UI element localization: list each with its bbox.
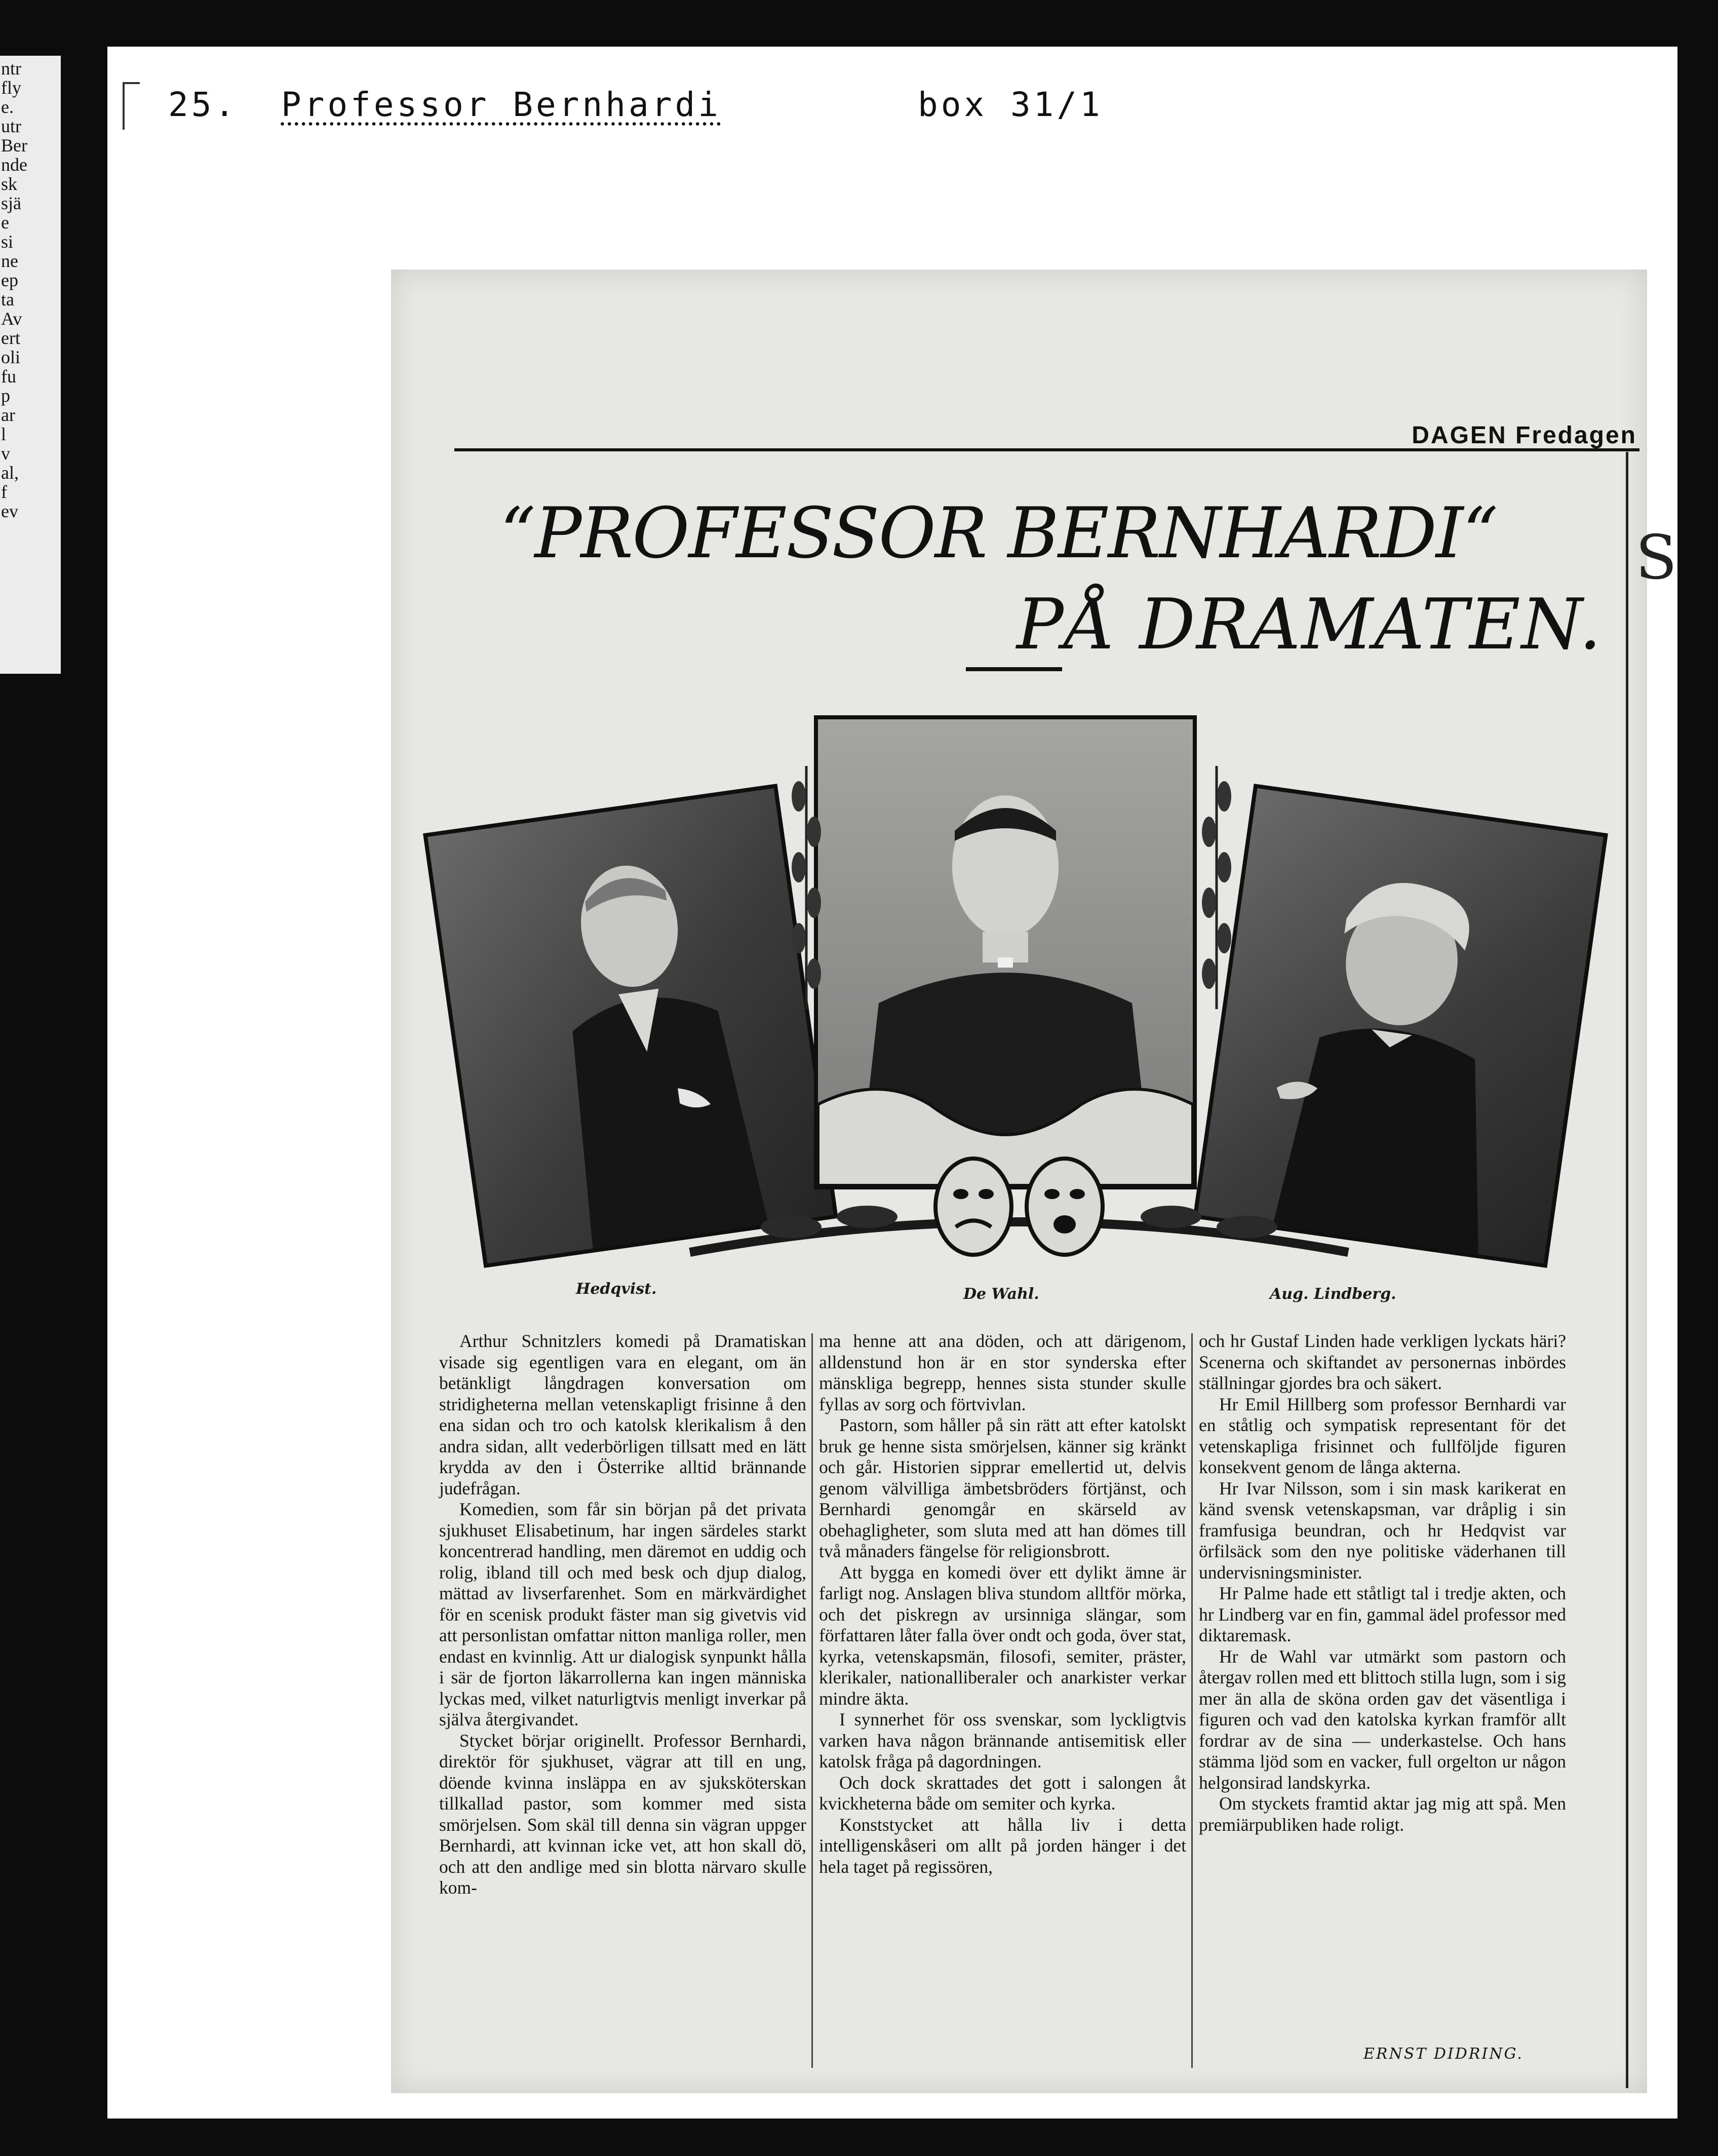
- corner-mark: [123, 82, 140, 130]
- adjacent-page-edge: [0, 56, 61, 674]
- column-divider: [1191, 1333, 1193, 2068]
- adjacent-page-fragment: Ber: [1, 135, 27, 156]
- article-paragraph: Hr de Wahl var utmärkt som pastorn och återgav rollen med ett blittoch stilla lugn, som i sig mer än alla de sköna orden gav det väsentliga i figuren och vad den katolska kyrkan framför allt fordrar av de sina — underkastelse. Och hans stämma ljöd som en vacker, full orgelton ur någon helgonsirad landskyrka.: [1199, 1646, 1566, 1793]
- article-paragraph: Hr Ivar Nilsson, som i sin mask karikerat en känd svensk vetenskapsman, var dråplig i sin framfusiga beundran, och hr Hedqvist var örfilsäck som den nye politiske väderhanen till undervisningsminister.: [1199, 1478, 1566, 1583]
- article-paragraph: Stycket börjar originellt. Professor Bernhardi, direktör för sjukhuset, vägrar att till en ung, döende kvinna insläppa en av sjuksköterskan tillkallad pastor, som kommer med sista smörjelsen. Som skäl till denna sin vägran uppger Bernhardi, att kvinnan icke vet, att hon skall dö, och att den andlige med sin blotta närvaro skulle kom-: [439, 1730, 806, 1898]
- portrait-group: [391, 270, 1647, 1283]
- adjacent-page-fragment: e.: [1, 97, 14, 117]
- adjacent-page-fragment: si: [1, 232, 14, 252]
- adjacent-page-fragment: ntr: [1, 58, 21, 79]
- adjacent-page-fragment: fly: [1, 78, 21, 98]
- adjacent-page-fragment: utr: [1, 116, 21, 136]
- article-paragraph: ma henne att ana döden, och att därigenom, alldenstund hon är en stor synderska efter mänskliga begrepp, hennes sista stunder skulle fyllas av sorg och förtvivlan.: [819, 1331, 1186, 1414]
- theatre-masks-icon: [690, 1151, 1348, 1262]
- article-paragraph: Pastorn, som håller på sin rätt att efter katolskt bruk ge henne sista smörjelsen, känner sig kränkt och går. Historien sipprar emellertid ut, delvis genom välvilliga ämbetsbröders förtjänst, och Bernhardi genomgår en skärseld av obehagligheter, som sluta med att han dömes till två månaders fängelse för religionsbrott.: [819, 1415, 1186, 1561]
- adjacent-page-fragment: v: [1, 443, 10, 464]
- adjacent-page-fragment: f: [1, 482, 7, 502]
- article-paragraph: Arthur Schnitzlers komedi på Dramatiskan visade sig egentligen vara en elegant, om än betänkligt långdragen konversation om stridigheterna mellan vetenskapligt frisinne å den ena sidan och tro och katolsk klerikalism å den andra sidan, allt vederbörligen tillsatt med en lätt krydda av den i Österrike alltid brännande judefrågan.: [439, 1331, 806, 1498]
- article-column-2: [819, 1331, 1186, 1877]
- headline-line-1: “PROFESSOR BERNHARDI“: [500, 492, 1497, 574]
- laurel-ornament-icon: [784, 766, 829, 1009]
- adjacent-page-fragment: e: [1, 212, 9, 233]
- masthead: DAGEN Fredagen: [1412, 422, 1637, 449]
- article-paragraph: I synnerhet för oss svenskar, som lyckligtvis varken hava någon brännande antisemitisk eller katolsk fråga på dagordningen.: [819, 1709, 1186, 1772]
- archive-title: Professor Bernhardi: [281, 85, 721, 124]
- adjacent-page-fragment: sk: [1, 174, 18, 194]
- article-column-3: [1199, 1331, 1566, 1835]
- adjacent-page-fragment: oli: [1, 347, 21, 367]
- adjacent-page-fragment: nde: [1, 155, 27, 175]
- article-paragraph: Komedien, som får sin början på det privata sjukhuset Elisabetinum, har ingen särdeles starkt koncentrerad handling, men däremot en uddig och rolig, ibland till och med besk och djup dialog, mättad av livserfarenhet. Som en märkvärdighet för en scenisk produkt fäster man sig givetvis vid att personlistan omfattar nitton manliga roller, men endast en kvinnlig. Att ur dialogisk synpunkt hålla i sär de fjorton läkarrollerna kan ingen människa lyckas med, vilket naturligtvis menligt inverkar på själva återgivandet.: [439, 1499, 806, 1729]
- archive-sheet: [107, 47, 1677, 2119]
- byline: ERNST DIDRING.: [1363, 2045, 1524, 2063]
- newspaper-clipping: [391, 270, 1677, 2093]
- caption-hedqvist: Hedqvist.: [576, 1280, 657, 1298]
- archive-box: box 31/1: [918, 85, 1103, 124]
- adjacent-page-fragment: ta: [1, 289, 14, 310]
- adjacent-page-fragment: sjä: [1, 193, 21, 213]
- adjacent-page-fragment: l: [1, 424, 7, 444]
- article-paragraph: Hr Palme hade ett ståtligt tal i tredje akten, och hr Lindberg var en fin, gammal ädel professor med diktaremask.: [1199, 1583, 1566, 1645]
- caption-lindberg: Aug. Lindberg.: [1270, 1285, 1396, 1303]
- article-paragraph: Konststycket att hålla liv i detta intelligenskåseri om allt på jorden hänger i det hela taget på regissören,: [819, 1814, 1186, 1877]
- article-paragraph: Om styckets framtid aktar jag mig att spå. Men premiärpubliken hade roligt.: [1199, 1793, 1566, 1835]
- adjacent-page-fragment: Av: [1, 309, 22, 329]
- headline-line-2: PÅ DRAMATEN.: [1017, 584, 1603, 665]
- adjacent-page-fragment: al,: [1, 463, 19, 483]
- caption-de-wahl: De Wahl.: [963, 1285, 1039, 1303]
- column-divider: [811, 1333, 813, 2068]
- article-paragraph: Att bygga en komedi över ett dylikt ämne är farligt nog. Anslagen bliva stundom alltför mörka, och det piskregn av ursinniga slängar, som författaren låter falla över ondt och goda, över stat, kyrka, vetenskapsmän, filosofi, semiter, präster, klerikaler, nationalliberaler och anarkister verkar mindre äkta.: [819, 1562, 1186, 1709]
- adjacent-page-fragment: ev: [1, 501, 18, 521]
- article-column-1: [439, 1331, 806, 1899]
- adjacent-page-fragment: ar: [1, 405, 15, 425]
- archive-number: 25.: [168, 85, 238, 124]
- adjacent-page-fragment: fu: [1, 366, 16, 387]
- portrait-de-wahl: [814, 715, 1197, 1189]
- adjacent-page-fragment: ep: [1, 270, 18, 290]
- adjacent-column-edge: S: [1635, 523, 1677, 593]
- laurel-ornament-icon: [1194, 766, 1239, 1009]
- archive-label: [168, 85, 1103, 124]
- adjacent-page-fragment: p: [1, 386, 10, 406]
- article-paragraph: och hr Gustaf Linden hade verkligen lyckats häri? Scenerna och skiftandet av personernas inbördes ställningar gjordes bra och säkert.: [1199, 1331, 1566, 1393]
- article-paragraph: Och dock skrattades det gott i salongen åt kvickheterna både om semiter och kyrka.: [819, 1772, 1186, 1814]
- adjacent-page-fragment: ne: [1, 251, 18, 271]
- article-paragraph: Hr Emil Hillberg som professor Bernhardi var en ståtlig och sympatisk representant för det vetenskapliga frisinnet och fullföljde figuren konsekvent genom de långa akterna.: [1199, 1394, 1566, 1477]
- adjacent-page-fragment: ert: [1, 328, 20, 348]
- frame-ornament-icon: [818, 719, 1193, 1185]
